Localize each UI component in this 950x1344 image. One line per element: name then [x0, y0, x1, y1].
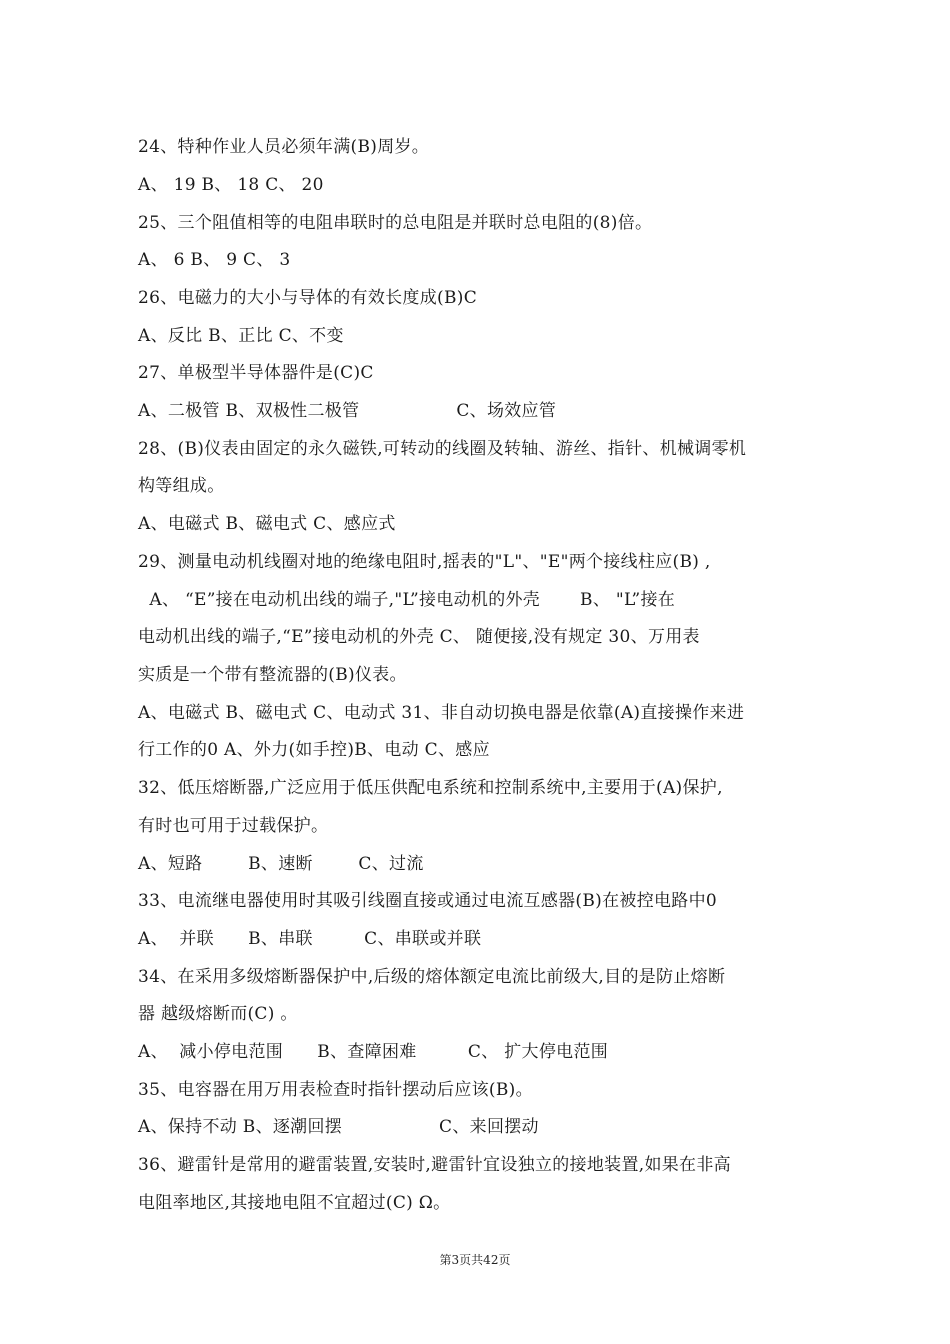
text-line: A、保持不动 B、逐潮回摆 C、来回摆动	[138, 1117, 539, 1137]
text-line: 32、低压熔断器,广泛应用于低压供配电系统和控制系统中,主要用于(A)保护,	[138, 778, 723, 798]
text-line: A、 “E”接在电动机出线的端子,"L”接电动机的外壳 B、 "L”接在	[138, 590, 676, 610]
text-line: 构等组成。	[138, 476, 225, 496]
text-line: 行工作的0 A、外力(如手控)B、电动 C、感应	[138, 740, 490, 760]
text-line: A、 并联 B、串联 C、串联或并联	[138, 929, 482, 949]
text-line: 36、避雷针是常用的避雷装置,安装时,避雷针宜设独立的接地装置,如果在非高	[138, 1155, 731, 1175]
text-line: A、 6 B、 9 C、 3	[138, 250, 291, 270]
text-line: 电动机出线的端子,“E”接电动机的外壳 C、 随便接,没有规定 30、万用表	[138, 627, 700, 647]
text-line: 27、单极型半导体器件是(C)C	[138, 363, 374, 383]
text-line: A、二极管 B、双极性二极管 C、场效应管	[138, 401, 557, 421]
text-line: 24、特种作业人员必须年满(B)周岁。	[138, 137, 430, 157]
text-line: A、电磁式 B、磁电式 C、感应式	[138, 514, 396, 534]
text-line: A、 19 B、 18 C、 20	[138, 175, 324, 195]
text-line: A、电磁式 B、磁电式 C、电动式 31、非自动切换电器是依靠(A)直接操作来进	[138, 703, 745, 723]
text-line: 34、在采用多级熔断器保护中,后级的熔体额定电流比前级大,目的是防止熔断	[138, 967, 726, 987]
page-footer: 第3页共42页	[439, 1253, 511, 1267]
text-line: 33、电流继电器使用时其吸引线圈直接或通过电流互感器(B)在被控电路中0	[138, 891, 718, 911]
text-line: 有时也可用于过载保护。	[138, 816, 329, 836]
text-line: 器 越级熔断而(C) 。	[138, 1004, 298, 1024]
text-line: 实质是一个带有整流器的(B)仪表。	[138, 665, 407, 685]
text-line: A、短路 B、速断 C、过流	[138, 854, 424, 874]
text-line: 28、(B)仪表由固定的永久磁铁,可转动的线圈及转轴、游丝、指针、机械调零机	[138, 439, 747, 459]
text-line: 35、电容器在用万用表检查时指针摆动后应该(B)。	[138, 1080, 533, 1100]
text-line: 25、三个阻值相等的电阻串联时的总电阻是并联时总电阻的(8)倍。	[138, 213, 653, 233]
text-line: 29、测量电动机线圈对地的绝缘电阻时,摇表的"L"、"E"两个接线柱应(B) ,	[138, 552, 711, 572]
text-line: 电阻率地区,其接地电阻不宜超过(C) Ω。	[138, 1193, 451, 1213]
text-line: A、反比 B、正比 C、不变	[138, 326, 344, 346]
text-line: 26、电磁力的大小与导体的有效长度成(B)C	[138, 288, 477, 308]
text-line: A、 减小停电范围 B、查障困难 C、 扩大停电范围	[138, 1042, 609, 1062]
